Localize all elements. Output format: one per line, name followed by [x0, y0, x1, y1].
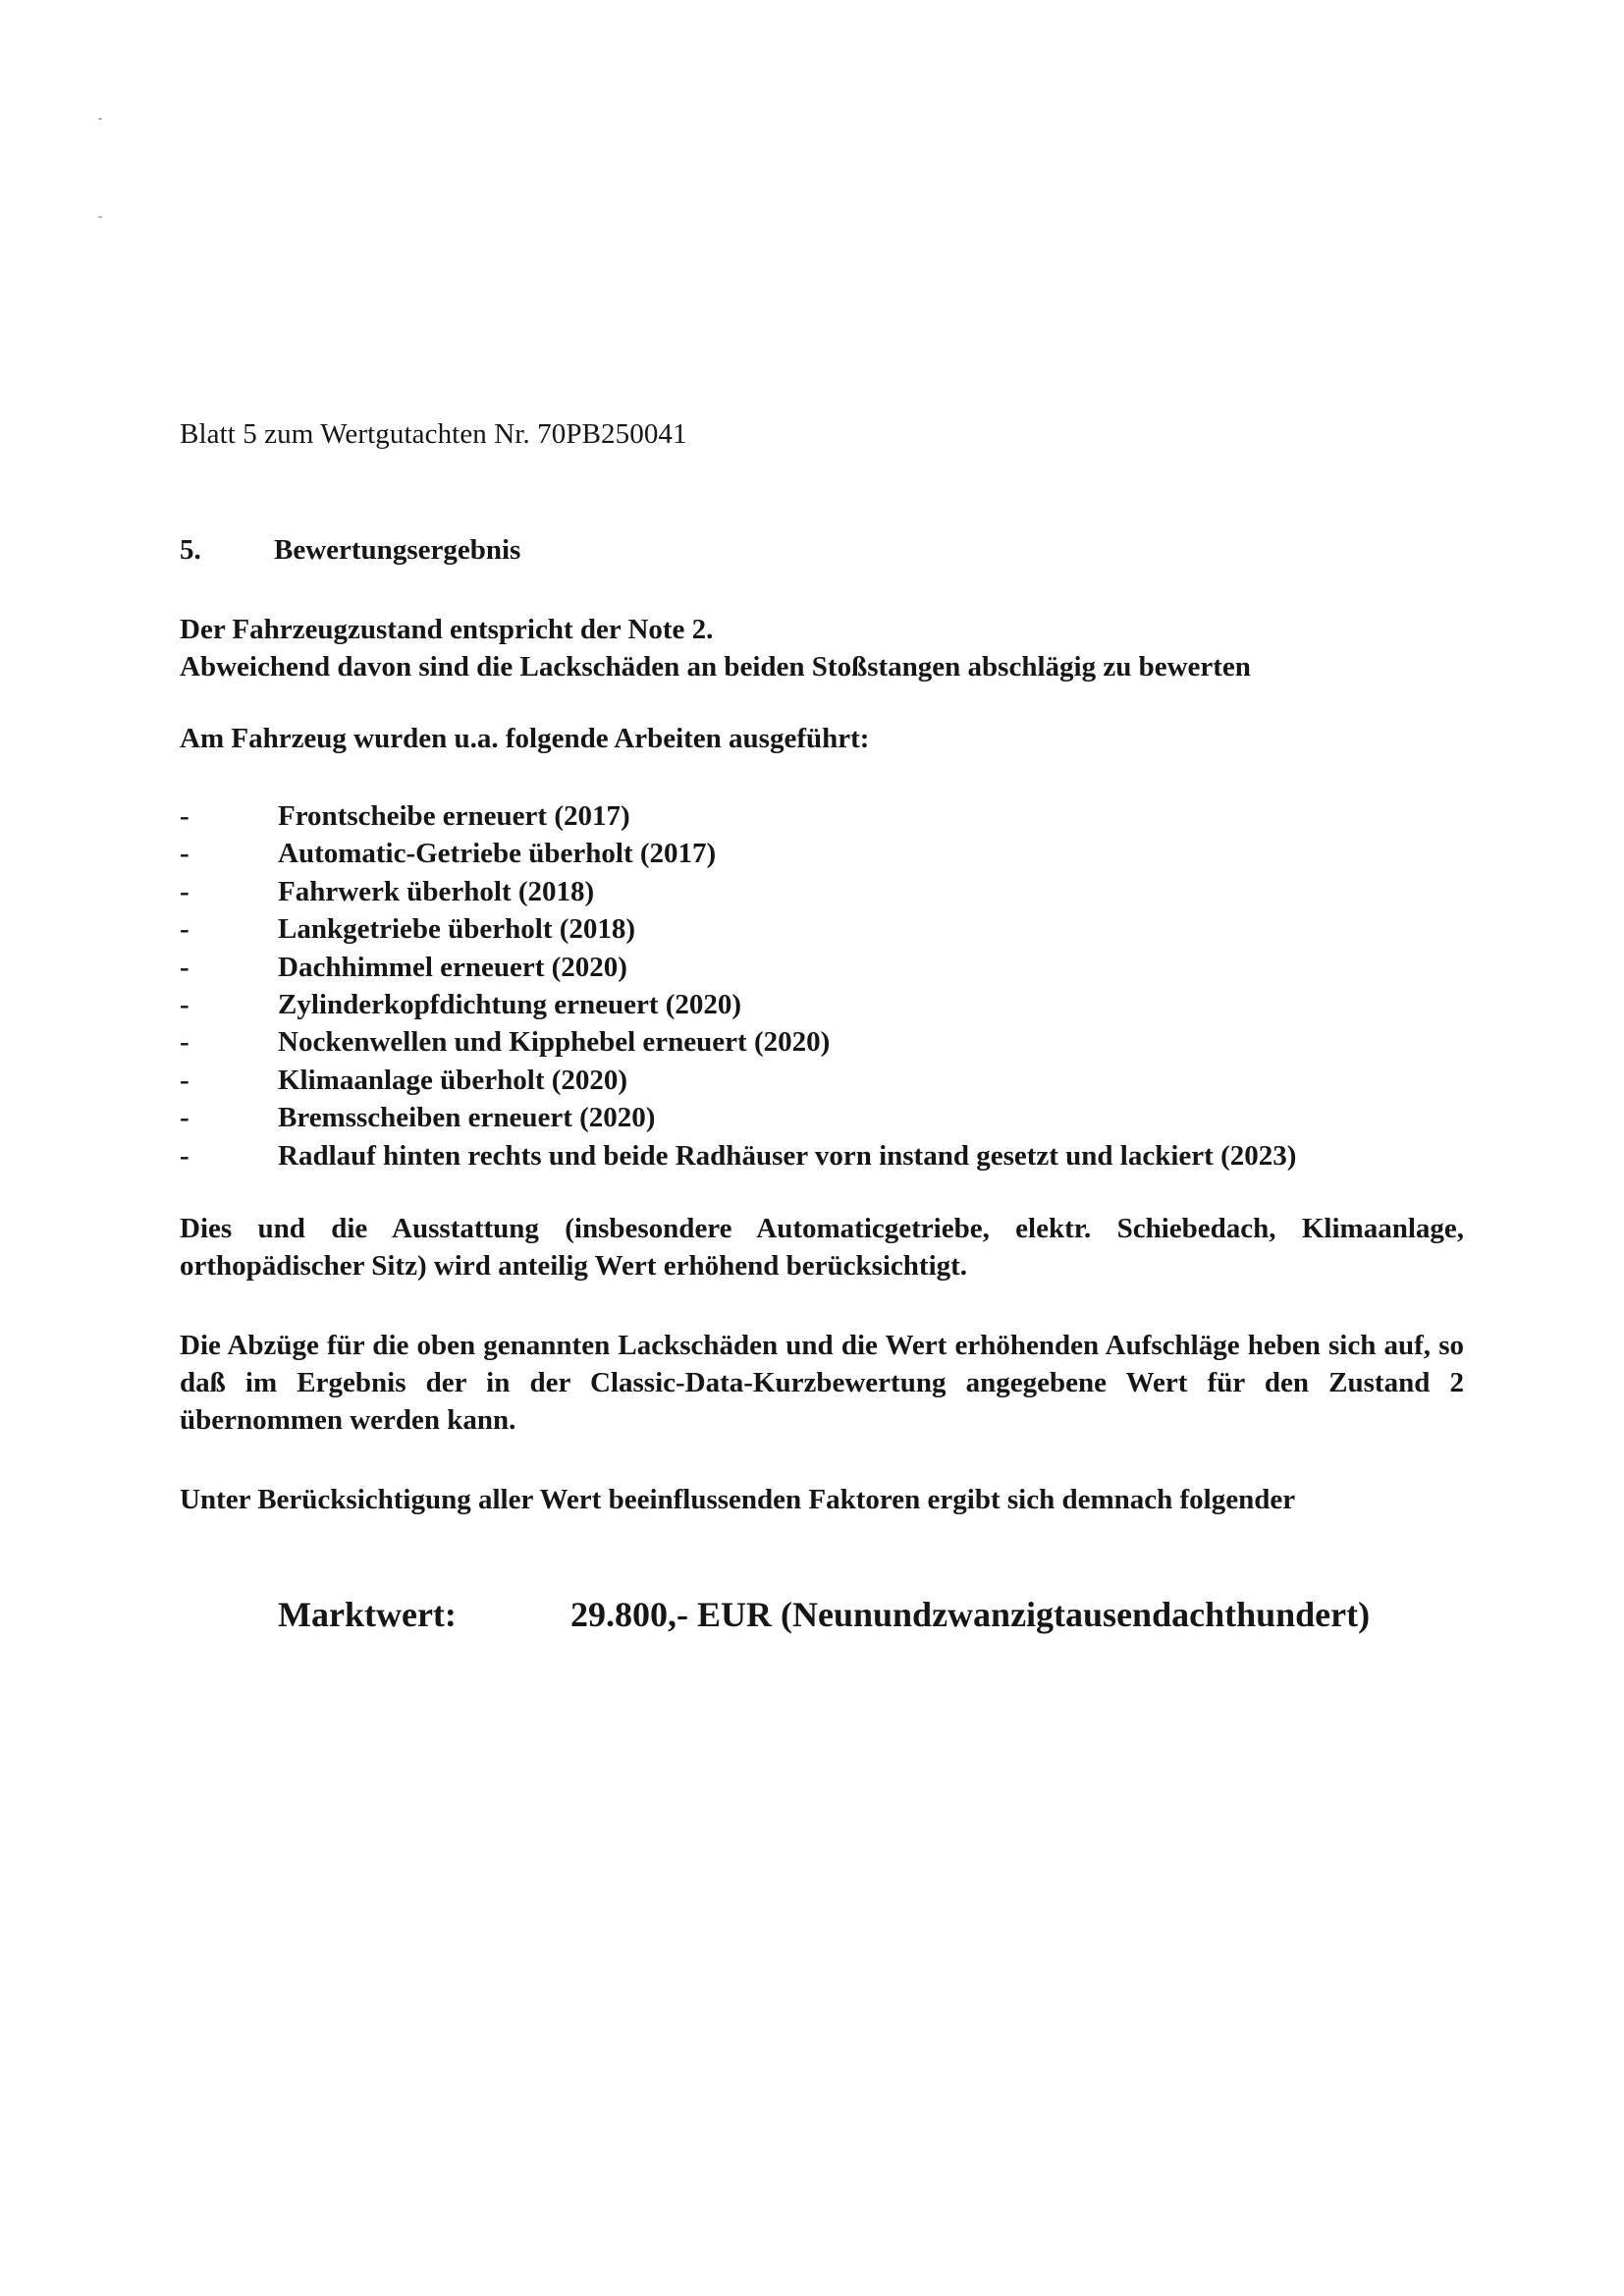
list-item [180, 949, 1296, 986]
list-dash: - [180, 1139, 189, 1172]
list-item [180, 986, 1296, 1023]
list-item-text: Dachhimmel erneuert (2020) [278, 951, 627, 983]
condition-paragraph [180, 611, 1464, 685]
list-item-text: Automatic-Getriebe überholt (2017) [278, 838, 717, 870]
list-dash: - [180, 838, 189, 870]
list-item [180, 910, 1296, 948]
list-item-text: Lankgetriebe überholt (2018) [278, 913, 636, 946]
list-dash: - [180, 951, 189, 983]
section-number: 5. [180, 534, 201, 566]
list-dash: - [180, 875, 189, 907]
market-value-label: Marktwert: [278, 1595, 457, 1634]
market-value-amount: 29.800,- EUR (Neunundzwanzigtausendachthundert) [570, 1595, 1371, 1634]
list-item-text: Klimaanlage überholt (2020) [278, 1064, 628, 1096]
condition-line: Abweichend davon sind die Lackschäden an beiden Stoßstangen abschlägig zu bewerten [180, 651, 1251, 683]
work-list [180, 797, 1296, 1175]
section-heading [180, 534, 520, 567]
list-item [180, 835, 1296, 872]
equipment-paragraph: Dies und die Ausstattung (insbesondere Automaticgetriebe, elektr. Schiebedach, Klimaanlage, orthopädischer Sitz) wird anteilig Wert erhöhend berücksichtigt. [180, 1213, 1464, 1282]
list-item [180, 797, 1296, 835]
summary-paragraph: Unter Berücksichtigung aller Wert beeinflussenden Faktoren ergibt sich demnach folgender [180, 1484, 1296, 1515]
list-dash: - [180, 1102, 189, 1134]
list-dash: - [180, 988, 189, 1020]
market-value [278, 1594, 1370, 1635]
list-item-text: Zylinderkopfdichtung erneuert (2020) [278, 988, 742, 1020]
work-intro: Am Fahrzeug wurden u.a. folgende Arbeiten ausgeführt: [180, 723, 870, 754]
list-dash: - [180, 1064, 189, 1096]
sheet-header: Blatt 5 zum Wertgutachten Nr. 70PB250041 [180, 418, 687, 450]
condition-line: Der Fahrzeugzustand entspricht der Note 2. [180, 614, 714, 645]
list-dash: - [180, 800, 189, 832]
section-title: Bewertungsergebnis [274, 534, 521, 566]
list-item [180, 1023, 1296, 1061]
list-dash: - [180, 1026, 189, 1059]
list-item [180, 1062, 1296, 1099]
deductions-paragraph: Die Abzüge für die oben genannten Lackschäden und die Wert erhöhenden Aufschläge heben sich auf, so daß im Ergebnis der in der Classic-Data-Kurzbewertung angegebene Wert für den Zustand 2 übernommen werden kann. [180, 1330, 1464, 1436]
list-item [180, 873, 1296, 910]
scan-speck [98, 216, 102, 218]
list-item [180, 1099, 1296, 1136]
list-item [180, 1137, 1296, 1175]
list-item-text: Nockenwellen und Kipphebel erneuert (2020) [278, 1026, 831, 1059]
list-item-text: Radlauf hinten rechts und beide Radhäuser vorn instand gesetzt und lackiert (2023) [278, 1139, 1297, 1172]
list-item-text: Frontscheibe erneuert (2017) [278, 800, 630, 832]
list-item-text: Fahrwerk überholt (2018) [278, 875, 595, 907]
list-item-text: Bremsscheiben erneuert (2020) [278, 1102, 656, 1134]
scan-speck [98, 118, 102, 120]
list-dash: - [180, 913, 189, 946]
